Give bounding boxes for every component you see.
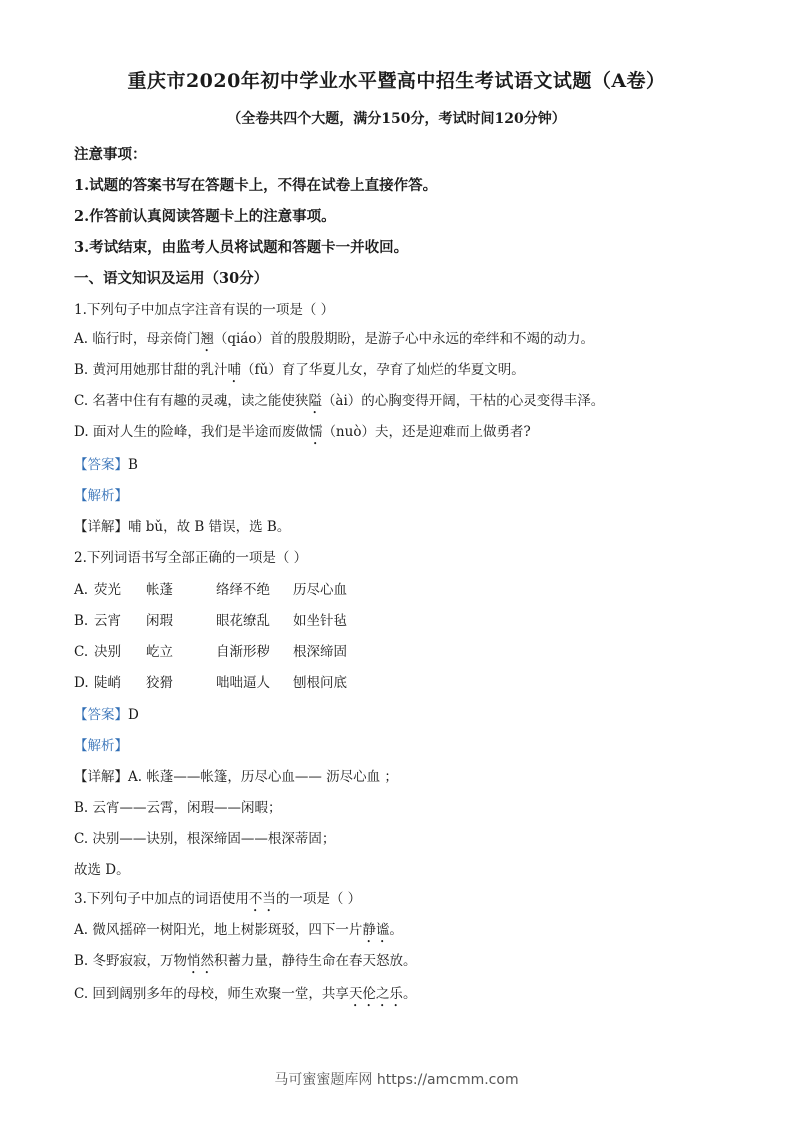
- exam-title: 重庆市2020年初中学业水平暨高中招生考试语文试题（A卷）: [127, 70, 666, 92]
- q2-detail-line-3: C. 决别——诀别，根深缔固——根深蒂固；: [74, 831, 336, 847]
- q3-stem: [74, 887, 361, 915]
- q3-option-a: [74, 918, 403, 946]
- q1-b-dotted: 哺: [227, 362, 242, 378]
- notice-item-1: 1.试题的答案书写在答题卡上，不得在试卷上直接作答。: [74, 177, 438, 194]
- q1-a-pre: A. 临行时，母亲倚门: [74, 331, 201, 347]
- q2-option-c: [74, 640, 373, 660]
- q2-answer-label: 【答案】: [74, 707, 128, 723]
- q3-a-pre: A. 微风摇碎一树阳光，地上树影斑驳，四下一片: [74, 922, 363, 938]
- q1-a-post: （qiáo）首的殷殷期盼，是游子心中永远的牵绊和不竭的动力。: [213, 331, 594, 347]
- q3-b-dotted: 悄然: [187, 953, 215, 969]
- q2-c-word-2: 屹立: [146, 644, 173, 660]
- q1-option-c: [74, 389, 604, 417]
- section-heading: 一、语文知识及运用（30分）: [74, 270, 269, 287]
- q2-c-word-4: 根深缔固: [293, 644, 347, 660]
- exam-subtitle: （全卷共四个大题，满分150分，考试时间120分钟）: [227, 111, 566, 127]
- q2-answer-value: D: [128, 707, 139, 723]
- q1-d-post: （nuò）夫，还是迎难而上做勇者?: [322, 424, 531, 440]
- q1-b-pre: B. 黄河用她那甘甜的乳汁: [74, 362, 228, 378]
- q2-b-word-2: 闲瑕: [146, 613, 173, 629]
- notice-heading: 注意事项：: [74, 146, 147, 163]
- q2-option-d: [74, 671, 373, 691]
- q3-a-dotted: 静谧: [362, 922, 390, 938]
- q2-detail-text-1: A. 帐蓬——帐篷，历尽心血—— 沥尽心血 ；: [128, 769, 398, 785]
- q1-analysis-label: 【解析】: [74, 488, 128, 504]
- q2-d-word-2: 狡猾: [146, 675, 173, 691]
- q1-option-d: [74, 420, 531, 448]
- q2-a-word-1: 荧光: [94, 582, 121, 598]
- notice-item-3: 3.考试结束，由监考人员将试题和答题卡一并收回。: [74, 239, 409, 256]
- q2-d-word-4: 刨根问底: [293, 675, 347, 691]
- q2-option-a: [74, 578, 373, 598]
- q3-c-dotted: 天伦之乐: [348, 986, 403, 1002]
- q1-detail: [74, 515, 290, 535]
- q2-detail-line-2: B. 云宵——云霄，闲瑕——闲暇；: [74, 800, 282, 816]
- q1-c-dotted: 隘: [308, 393, 322, 409]
- q2-a-word-4: 历尽心血: [293, 582, 347, 598]
- q2-c-word-1: 决别: [94, 644, 121, 660]
- notice-item-2: 2.作答前认真阅读答题卡上的注意事项。: [74, 208, 336, 225]
- q2-answer: [74, 703, 139, 723]
- q2-c-label: C.: [74, 644, 89, 660]
- q3-b-post: 积蓄力量，静待生命在春天怒放。: [214, 953, 417, 969]
- q2-a-word-2: 帐蓬: [146, 582, 173, 598]
- q2-b-label: B.: [74, 613, 89, 629]
- q3-stem-post: 的一项是（ ）: [275, 891, 362, 907]
- q2-d-label: D.: [74, 675, 89, 691]
- q2-d-word-1: 陡峭: [94, 675, 121, 691]
- q1-answer-label: 【答案】: [74, 457, 128, 473]
- q2-detail-label: 【详解】: [74, 769, 128, 785]
- q2-option-b: [74, 609, 373, 629]
- footer-watermark: 马可蜜蜜题库网 https://amcmm.com: [274, 1072, 519, 1088]
- q1-option-a: [74, 327, 594, 355]
- q2-c-word-3: 自渐形秽: [216, 644, 270, 660]
- q1-detail-label: 【详解】: [74, 519, 128, 535]
- q3-c-post: 。: [402, 986, 417, 1002]
- q3-option-b: [74, 949, 417, 977]
- q1-d-pre: D. 面对人生的险峰，我们是半途而废做: [74, 424, 309, 440]
- q2-a-word-3: 络绎不绝: [216, 582, 270, 598]
- q2-a-label: A.: [74, 582, 89, 598]
- q2-detail-line-4: 故选 D。: [74, 862, 130, 878]
- q3-c-pre: C. 回到阔别多年的母校，师生欢聚一堂，共享: [74, 986, 349, 1002]
- q2-b-word-3: 眼花缭乱: [216, 613, 270, 629]
- q1-a-dotted: 翘: [200, 331, 214, 347]
- q1-d-dotted: 懦: [308, 424, 323, 440]
- q3-stem-dotted: 不当: [248, 891, 276, 907]
- q1-b-post: （fǔ）育了华夏儿女，孕育了灿烂的华夏文明。: [241, 362, 525, 378]
- q3-b-pre: B. 冬野寂寂，万物: [74, 953, 188, 969]
- q3-a-post: 。: [389, 922, 403, 938]
- q1-answer: [74, 453, 138, 473]
- q3-option-c: [74, 982, 416, 1010]
- q3-stem-pre: 3.下列句子中加点的词语使用: [74, 891, 249, 907]
- q1-detail-text: 哺 bǔ，故 B 错误，选 B。: [128, 519, 291, 535]
- q2-b-word-4: 如坐针毡: [293, 613, 347, 629]
- q2-detail-line-1: [74, 765, 398, 785]
- q1-c-post: （ài）的心胸变得开阔，干枯的心灵变得丰泽。: [321, 393, 605, 409]
- q2-stem: 2.下列词语书写全部正确的一项是（ ）: [74, 550, 308, 566]
- q1-c-pre: C. 名著中住有有趣的灵魂，读之能使狭: [74, 393, 309, 409]
- q1-option-b: [74, 358, 525, 386]
- q2-analysis-label: 【解析】: [74, 738, 128, 754]
- q2-b-word-1: 云宵: [94, 613, 121, 629]
- q1-answer-value: B: [128, 457, 138, 473]
- q1-stem: 1.下列句子中加点字注音有误的一项是（ ）: [74, 302, 335, 318]
- q2-d-word-3: 咄咄逼人: [216, 675, 270, 691]
